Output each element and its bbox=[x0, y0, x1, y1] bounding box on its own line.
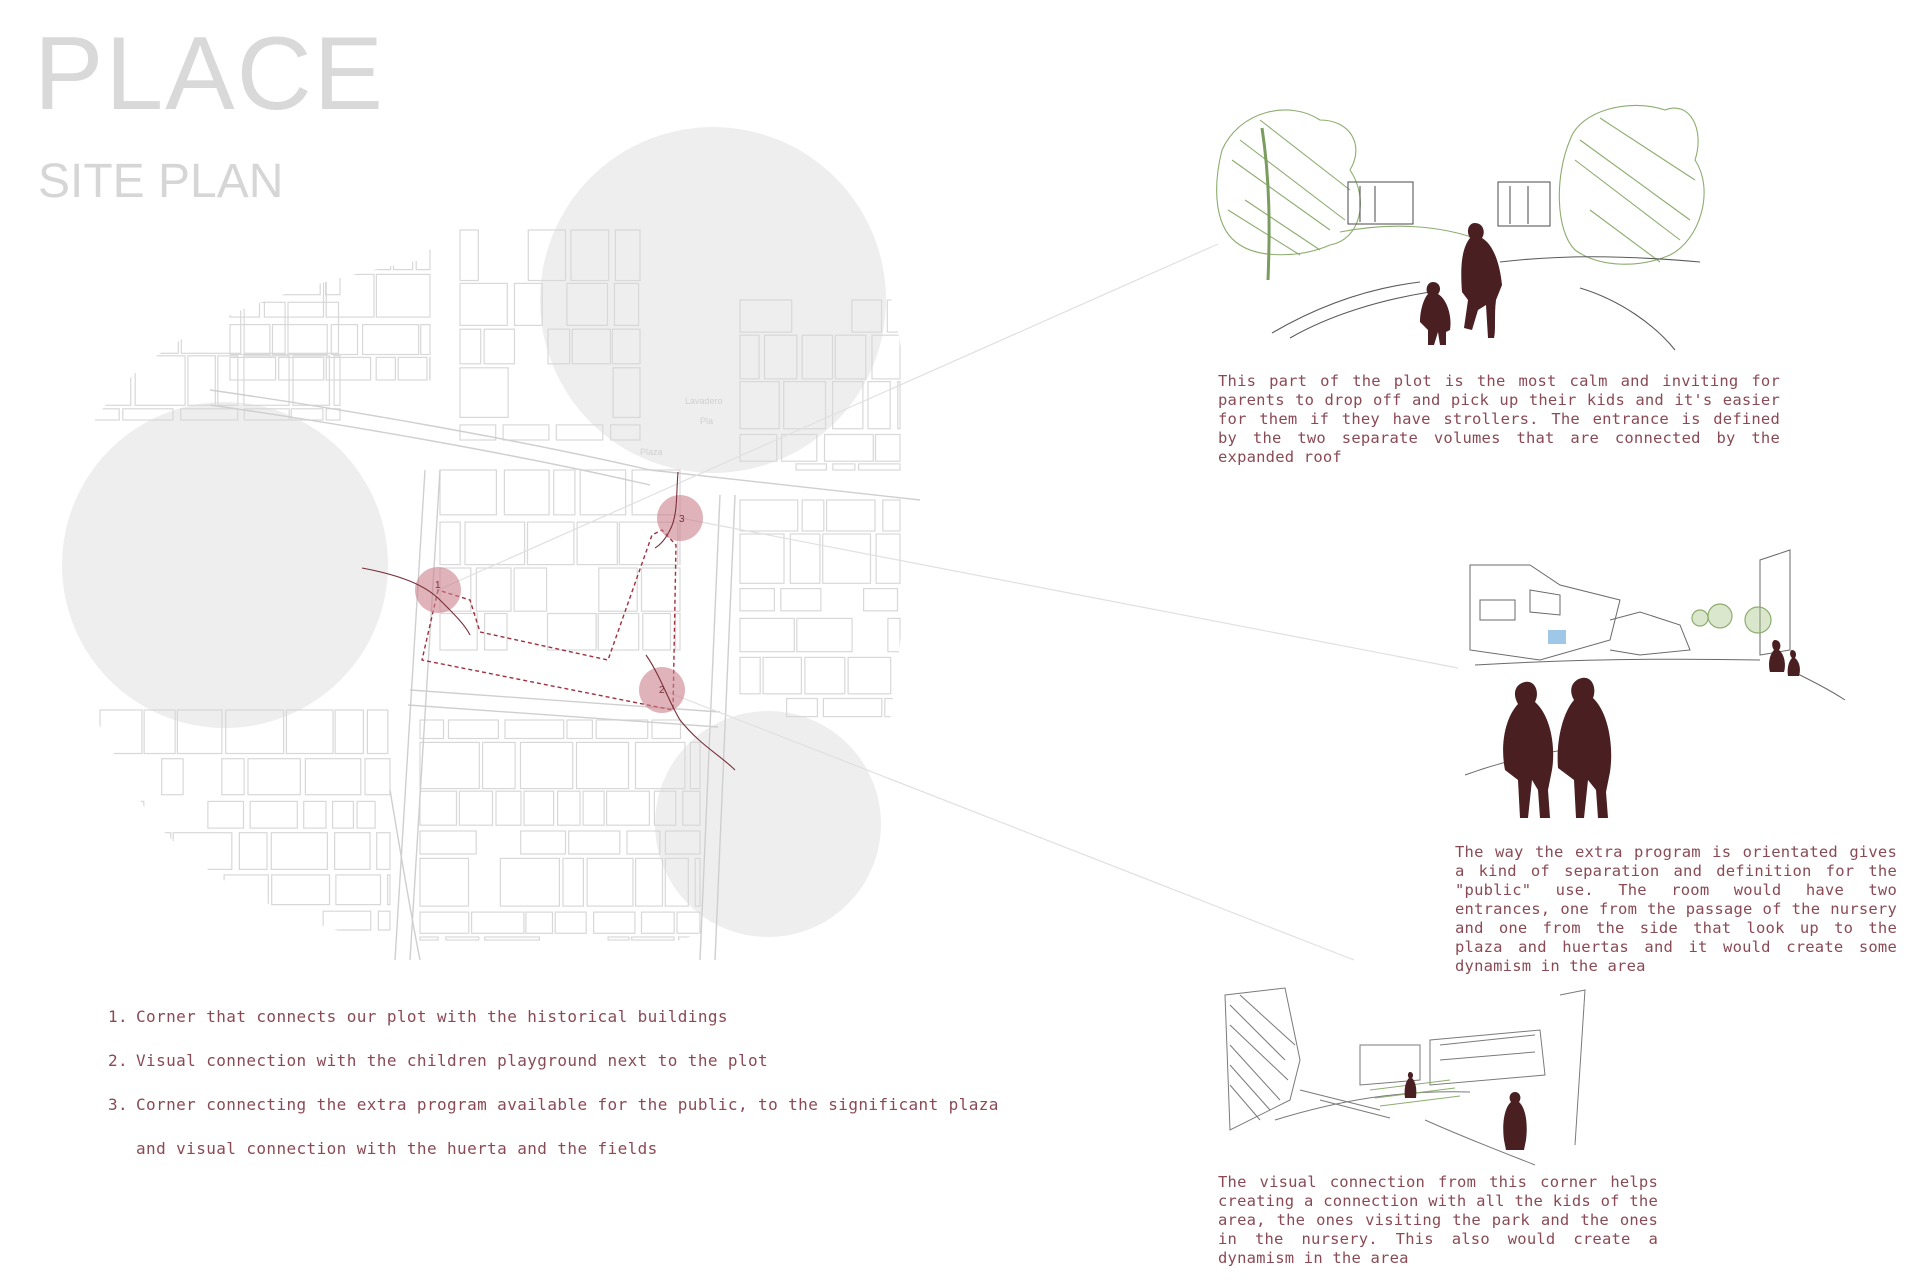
building-footprint bbox=[460, 368, 508, 418]
marker-label-2: 2 bbox=[659, 685, 665, 696]
building-footprint bbox=[224, 875, 268, 905]
building-footprint bbox=[797, 618, 852, 651]
building-footprint bbox=[154, 260, 209, 295]
building-footprint bbox=[274, 260, 320, 295]
legend-item bbox=[108, 995, 1008, 1039]
building-footprint bbox=[898, 382, 900, 429]
building-footprint bbox=[569, 831, 620, 854]
legend-number: 1. bbox=[108, 1007, 129, 1026]
building-footprint bbox=[335, 833, 370, 870]
building-footprint bbox=[376, 357, 395, 380]
building-footprint bbox=[377, 833, 390, 870]
building-footprint bbox=[460, 230, 478, 281]
building-footprint bbox=[563, 858, 583, 906]
sketch-2-figures bbox=[1503, 640, 1800, 818]
sketch-2-description: The way the extra program is orientated gives a kind of separation and definition for the "public" use. The room would have two entrances, one from the passage of the nursery and one from the side that look up to the plaza and huertas and it would create some dynamism in the area bbox=[1455, 843, 1897, 975]
building-footprint bbox=[643, 614, 671, 651]
page-title: PLACE bbox=[34, 16, 386, 132]
building-footprint bbox=[848, 657, 891, 693]
sketch-1 bbox=[1217, 105, 1704, 350]
building-footprint bbox=[323, 911, 371, 930]
building-footprint bbox=[876, 435, 901, 462]
building-footprint bbox=[188, 356, 215, 406]
building-footprint bbox=[796, 464, 826, 470]
building-footprint bbox=[367, 710, 387, 754]
building-footprint bbox=[802, 500, 824, 531]
building-footprint bbox=[677, 912, 700, 933]
building-footprint bbox=[336, 875, 381, 905]
building-footprint bbox=[115, 260, 152, 295]
zone-circle-west bbox=[62, 402, 388, 728]
building-footprint bbox=[483, 742, 515, 788]
building-footprint bbox=[476, 568, 511, 611]
building-footprint bbox=[642, 912, 675, 933]
building-footprint bbox=[420, 858, 469, 906]
building-footprint bbox=[567, 720, 592, 739]
building-footprint bbox=[70, 409, 119, 420]
building-footprint bbox=[833, 464, 855, 470]
building-footprint bbox=[239, 833, 267, 870]
street-west bbox=[410, 470, 440, 960]
building-footprint bbox=[446, 937, 479, 940]
building-footprint bbox=[248, 911, 277, 930]
building-footprint bbox=[554, 470, 575, 515]
building-footprint bbox=[230, 274, 260, 317]
building-footprint bbox=[162, 759, 183, 795]
building-footprint bbox=[555, 912, 586, 933]
building-footprint bbox=[398, 357, 427, 380]
building-footprint bbox=[305, 759, 360, 795]
zone-circles bbox=[62, 127, 886, 937]
sketch-2-trees bbox=[1692, 604, 1771, 633]
building-footprint bbox=[148, 911, 174, 930]
building-footprint bbox=[326, 357, 370, 380]
building-footprint bbox=[500, 858, 559, 906]
building-footprint bbox=[230, 250, 280, 270]
building-footprint bbox=[827, 500, 875, 531]
sketch-1-tree-right bbox=[1340, 105, 1704, 264]
building-footprint bbox=[100, 833, 119, 870]
zone-circle-south bbox=[655, 711, 881, 937]
building-footprint bbox=[504, 470, 549, 515]
building-footprint bbox=[249, 260, 270, 295]
building-footprint bbox=[208, 801, 244, 828]
building-footprint bbox=[596, 720, 648, 739]
building-footprint bbox=[100, 801, 144, 828]
legend-number: 2. bbox=[108, 1051, 129, 1070]
sketch-3-description: The visual connection from this corner helps creating a connection with all the kids of the area, the ones visiting the park and the ones in the nursery. This also would create a dynamism in the area bbox=[1218, 1173, 1658, 1267]
building-footprint bbox=[763, 657, 801, 693]
building-footprint bbox=[524, 791, 554, 825]
sketch-2-fountain bbox=[1548, 630, 1566, 644]
building-footprint bbox=[485, 614, 507, 651]
building-footprint bbox=[805, 657, 845, 693]
building-footprint bbox=[273, 325, 328, 355]
building-footprint bbox=[222, 759, 244, 795]
building-footprint bbox=[335, 710, 363, 754]
legend-list bbox=[108, 995, 1008, 1171]
building-footprint bbox=[394, 250, 413, 270]
building-footprint bbox=[173, 833, 232, 870]
sketch-1-description: This part of the plot is the most calm and inviting for parents to drop off and pick up their kids and it's easier for them if they have strollers. The entrance is defined by the two separate volumes that are connected by the expanded roof bbox=[1218, 372, 1780, 466]
building-footprint bbox=[272, 875, 330, 905]
building-footprint bbox=[859, 464, 900, 470]
building-footprint bbox=[250, 801, 297, 828]
building-footprint bbox=[883, 500, 900, 531]
building-footprint bbox=[594, 912, 635, 933]
building-footprint bbox=[103, 356, 131, 406]
building-footprint bbox=[264, 274, 323, 317]
building-footprint bbox=[230, 325, 270, 355]
building-footprint bbox=[376, 274, 430, 317]
building-footprint bbox=[181, 302, 240, 353]
legend-text: Corner that connects our plot with the historical buildings bbox=[136, 1007, 728, 1026]
sketch-1-figures bbox=[1420, 223, 1502, 345]
sketch-1-tree-left bbox=[1217, 110, 1361, 280]
building-footprint bbox=[577, 742, 629, 788]
building-footprint bbox=[123, 833, 170, 870]
building-footprint bbox=[528, 522, 574, 565]
building-footprint bbox=[885, 699, 900, 717]
building-footprint bbox=[416, 250, 430, 270]
building-footprint bbox=[460, 329, 481, 364]
building-footprint bbox=[365, 759, 390, 795]
building-footprint bbox=[825, 435, 874, 462]
marker-label-1: 1 bbox=[435, 580, 441, 591]
building-footprint bbox=[132, 302, 178, 353]
building-footprint bbox=[740, 589, 774, 611]
building-footprint bbox=[868, 382, 890, 429]
building-footprint bbox=[632, 937, 674, 940]
building-footprint bbox=[515, 283, 543, 325]
building-footprint bbox=[440, 522, 460, 565]
building-footprint bbox=[484, 329, 514, 364]
building-footprint bbox=[420, 937, 438, 940]
building-footprint bbox=[521, 742, 573, 788]
building-footprint bbox=[679, 937, 700, 940]
legend-text: Visual connection with the children playground next to the plot bbox=[136, 1051, 769, 1070]
building-footprint bbox=[304, 801, 326, 828]
building-footprint bbox=[203, 911, 245, 930]
building-footprint bbox=[284, 250, 325, 270]
building-footprint bbox=[887, 300, 900, 332]
building-footprint bbox=[330, 250, 358, 270]
building-footprint bbox=[331, 325, 357, 355]
sketch-3-buildings bbox=[1225, 988, 1585, 1165]
building-footprint bbox=[627, 831, 660, 854]
building-footprint bbox=[514, 568, 547, 611]
building-footprint bbox=[521, 831, 566, 854]
legend-text: Corner connecting the extra program available for the public, to the significant plaza and visual connection with the huerta and the fields bbox=[136, 1095, 999, 1158]
legend-number: 3. bbox=[108, 1095, 129, 1114]
building-footprint bbox=[326, 260, 340, 295]
building-footprint bbox=[740, 657, 760, 693]
building-footprint bbox=[558, 791, 580, 825]
street-label-3: Pla bbox=[700, 416, 714, 426]
building-footprint bbox=[864, 589, 898, 611]
building-footprint bbox=[676, 614, 681, 651]
building-footprint bbox=[485, 937, 540, 940]
building-footprint bbox=[577, 522, 617, 565]
legend-item bbox=[108, 1083, 1008, 1171]
building-footprint bbox=[100, 710, 142, 754]
building-footprint bbox=[70, 302, 93, 353]
building-footprint bbox=[642, 568, 681, 611]
building-footprint bbox=[378, 911, 390, 930]
building-footprint bbox=[580, 470, 625, 515]
building-footprint bbox=[333, 801, 354, 828]
marker-labels bbox=[435, 514, 685, 696]
building-footprint bbox=[421, 325, 430, 355]
building-footprint bbox=[781, 589, 821, 611]
building-footprint bbox=[459, 791, 492, 825]
building-footprint bbox=[888, 618, 900, 651]
building-footprint bbox=[823, 534, 871, 583]
building-footprint bbox=[496, 791, 521, 825]
building-footprint bbox=[135, 356, 185, 406]
building-footprint bbox=[599, 568, 637, 611]
building-footprint bbox=[740, 534, 784, 583]
building-footprint bbox=[279, 357, 324, 380]
building-footprint bbox=[608, 937, 629, 940]
building-footprint bbox=[790, 534, 820, 583]
building-footprint bbox=[505, 720, 564, 739]
building-footprint bbox=[465, 522, 525, 565]
building-footprint bbox=[70, 356, 98, 406]
building-footprint bbox=[460, 283, 507, 325]
building-footprint bbox=[472, 912, 524, 933]
marker-label-3: 3 bbox=[679, 514, 685, 525]
building-footprint bbox=[587, 858, 633, 906]
building-footprint bbox=[420, 791, 457, 825]
building-footprint bbox=[363, 325, 419, 355]
building-footprint bbox=[357, 801, 375, 828]
building-footprint bbox=[271, 833, 327, 870]
building-footprint bbox=[607, 791, 650, 825]
building-footprint bbox=[388, 875, 390, 905]
building-footprint bbox=[636, 858, 663, 906]
street-label-2: Plaza bbox=[640, 447, 663, 457]
building-footprint bbox=[503, 425, 549, 440]
building-footprint bbox=[420, 912, 469, 933]
page-subtitle: SITE PLAN bbox=[38, 155, 284, 208]
building-footprint bbox=[101, 302, 127, 353]
sketch-2 bbox=[1465, 550, 1845, 818]
building-footprint bbox=[230, 357, 276, 380]
building-footprint bbox=[526, 912, 553, 933]
building-footprint bbox=[740, 500, 798, 531]
building-footprint bbox=[362, 250, 391, 270]
building-footprint bbox=[583, 791, 604, 825]
building-footprint bbox=[214, 260, 244, 295]
building-footprint bbox=[449, 720, 499, 739]
street-label-1: Lavadero bbox=[685, 396, 723, 406]
sketch-3 bbox=[1225, 988, 1585, 1165]
legend-item bbox=[108, 1039, 1008, 1083]
building-footprint bbox=[740, 618, 794, 651]
building-footprint bbox=[286, 710, 333, 754]
building-footprint bbox=[420, 742, 479, 788]
building-footprint bbox=[248, 759, 300, 795]
building-footprint bbox=[326, 274, 374, 317]
building-footprint bbox=[823, 699, 881, 717]
building-footprint bbox=[326, 409, 340, 420]
building-footprint bbox=[420, 831, 476, 854]
building-footprint bbox=[548, 614, 597, 651]
building-footprint bbox=[440, 470, 496, 515]
